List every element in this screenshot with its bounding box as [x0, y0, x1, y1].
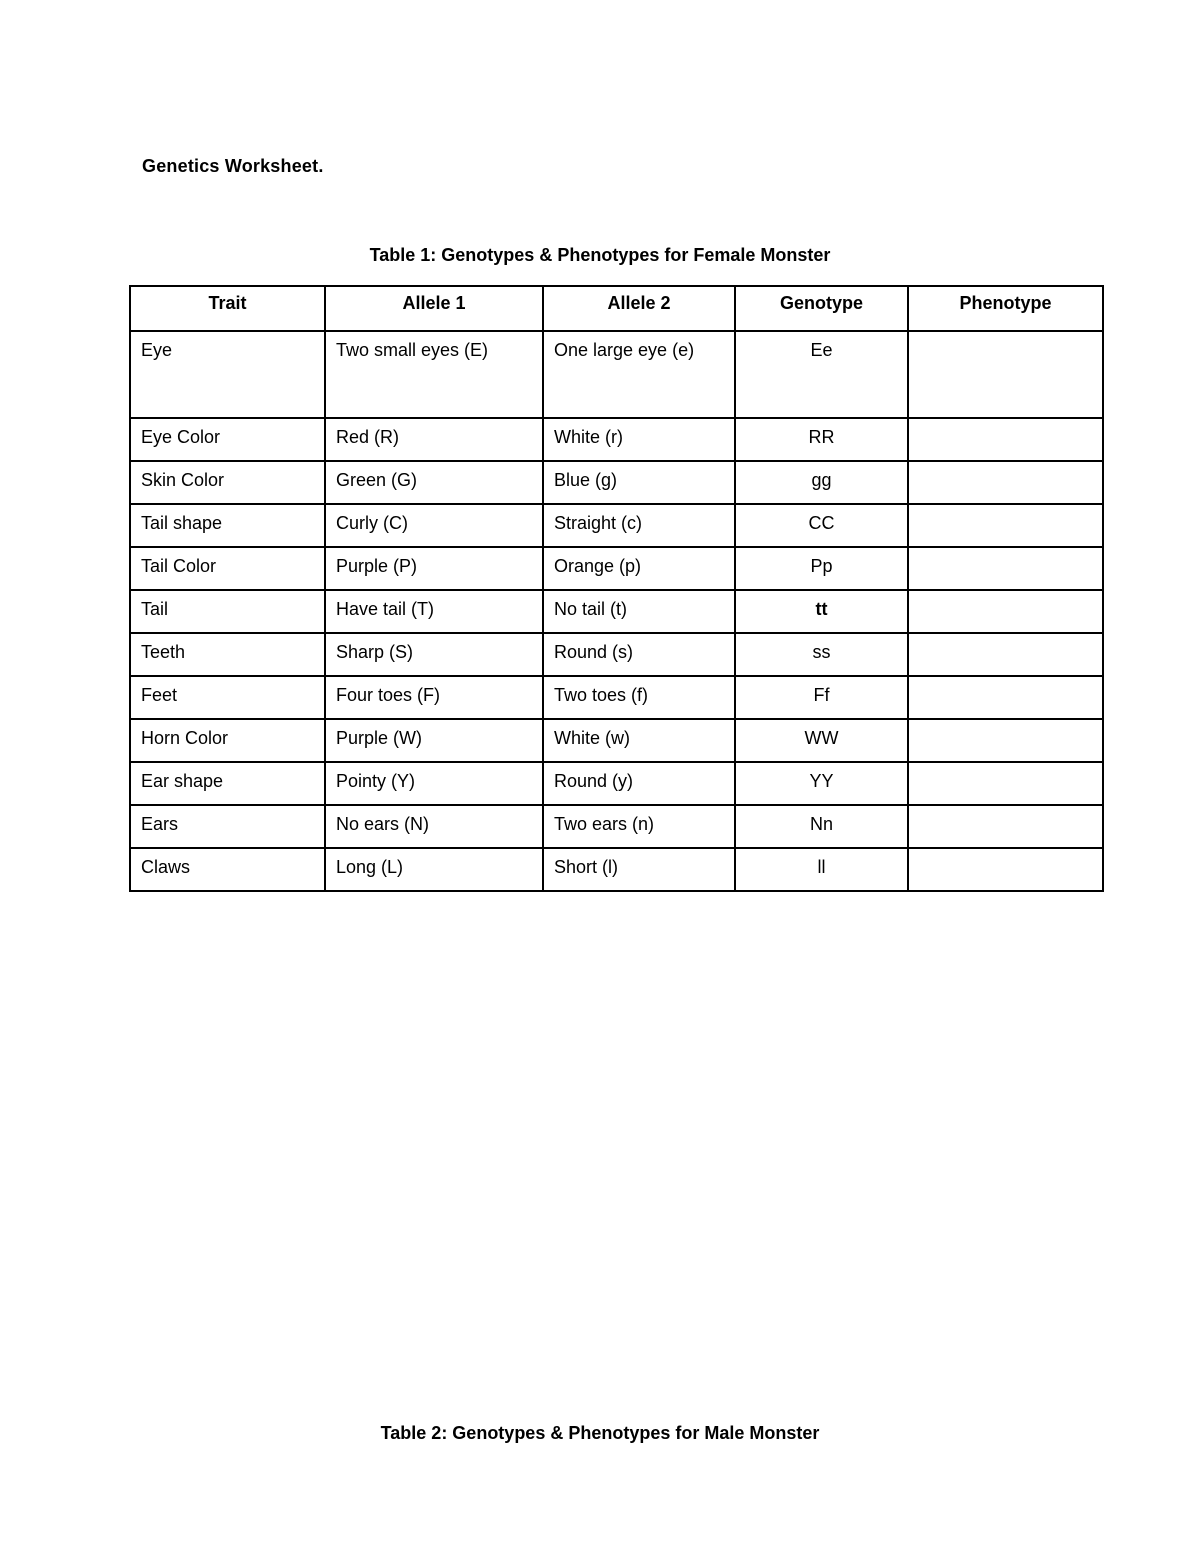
table-row	[130, 590, 1103, 633]
genotype-cell: ss	[735, 633, 908, 676]
allele-1-cell: Have tail (T)	[325, 590, 543, 633]
allele-2-cell: No tail (t)	[543, 590, 735, 633]
table-header-row	[130, 286, 1103, 331]
genotype-cell: RR	[735, 418, 908, 461]
phenotype-cell[interactable]	[908, 762, 1103, 805]
phenotype-cell[interactable]	[908, 461, 1103, 504]
phenotype-cell[interactable]	[908, 848, 1103, 891]
trait-cell: Horn Color	[130, 719, 325, 762]
table-2-caption: Table 2: Genotypes & Phenotypes for Male Monster	[380, 1423, 820, 1443]
table-row	[130, 762, 1103, 805]
genotype-cell: CC	[735, 504, 908, 547]
header-allele-2: Allele 2	[543, 286, 735, 331]
genotype-cell: Nn	[735, 805, 908, 848]
allele-2-cell: One large eye (e)	[543, 331, 735, 418]
allele-1-cell: Red (R)	[325, 418, 543, 461]
trait-cell: Tail shape	[130, 504, 325, 547]
genotype-cell: WW	[735, 719, 908, 762]
allele-1-cell: Green (G)	[325, 461, 543, 504]
allele-2-cell: Round (s)	[543, 633, 735, 676]
header-phenotype: Phenotype	[908, 286, 1103, 331]
table-row	[130, 547, 1103, 590]
trait-cell: Eye	[130, 331, 325, 418]
allele-1-cell: Long (L)	[325, 848, 543, 891]
allele-1-cell: Curly (C)	[325, 504, 543, 547]
phenotype-cell[interactable]	[908, 331, 1103, 418]
trait-cell: Skin Color	[130, 461, 325, 504]
allele-2-cell: Two toes (f)	[543, 676, 735, 719]
allele-2-cell: Blue (g)	[543, 461, 735, 504]
document-title: Genetics Worksheet.	[142, 156, 324, 176]
trait-cell: Tail Color	[130, 547, 325, 590]
phenotype-cell[interactable]	[908, 633, 1103, 676]
trait-cell: Eye Color	[130, 418, 325, 461]
table-row	[130, 676, 1103, 719]
trait-cell: Teeth	[130, 633, 325, 676]
allele-2-cell: White (w)	[543, 719, 735, 762]
allele-2-cell: Orange (p)	[543, 547, 735, 590]
genotype-cell: tt	[735, 590, 908, 633]
phenotype-cell[interactable]	[908, 676, 1103, 719]
trait-cell: Claws	[130, 848, 325, 891]
table-row	[130, 719, 1103, 762]
phenotype-cell[interactable]	[908, 504, 1103, 547]
phenotype-cell[interactable]	[908, 590, 1103, 633]
trait-cell: Ears	[130, 805, 325, 848]
allele-1-cell: No ears (N)	[325, 805, 543, 848]
table-row	[130, 331, 1103, 418]
allele-2-cell: Round (y)	[543, 762, 735, 805]
genotype-cell: gg	[735, 461, 908, 504]
phenotype-cell[interactable]	[908, 805, 1103, 848]
header-allele-1: Allele 1	[325, 286, 543, 331]
allele-1-cell: Four toes (F)	[325, 676, 543, 719]
table-row	[130, 633, 1103, 676]
genotype-cell: Ff	[735, 676, 908, 719]
allele-1-cell: Purple (W)	[325, 719, 543, 762]
allele-2-cell: Short (l)	[543, 848, 735, 891]
genotype-cell: YY	[735, 762, 908, 805]
phenotype-cell[interactable]	[908, 719, 1103, 762]
table-row	[130, 418, 1103, 461]
table-row	[130, 848, 1103, 891]
table-row	[130, 504, 1103, 547]
table-1-caption: Table 1: Genotypes & Phenotypes for Female Monster	[369, 245, 831, 265]
trait-cell: Feet	[130, 676, 325, 719]
header-trait: Trait	[130, 286, 325, 331]
genotype-cell: Pp	[735, 547, 908, 590]
allele-1-cell: Two small eyes (E)	[325, 331, 543, 418]
phenotype-cell[interactable]	[908, 547, 1103, 590]
allele-2-cell: Two ears (n)	[543, 805, 735, 848]
allele-2-cell: White (r)	[543, 418, 735, 461]
allele-1-cell: Pointy (Y)	[325, 762, 543, 805]
header-genotype: Genotype	[735, 286, 908, 331]
table-row	[130, 461, 1103, 504]
allele-1-cell: Purple (P)	[325, 547, 543, 590]
genotype-cell: Ee	[735, 331, 908, 418]
phenotype-cell[interactable]	[908, 418, 1103, 461]
female-monster-table	[129, 285, 1104, 892]
table-row	[130, 805, 1103, 848]
genotype-cell: ll	[735, 848, 908, 891]
allele-2-cell: Straight (c)	[543, 504, 735, 547]
trait-cell: Ear shape	[130, 762, 325, 805]
trait-cell: Tail	[130, 590, 325, 633]
allele-1-cell: Sharp (S)	[325, 633, 543, 676]
